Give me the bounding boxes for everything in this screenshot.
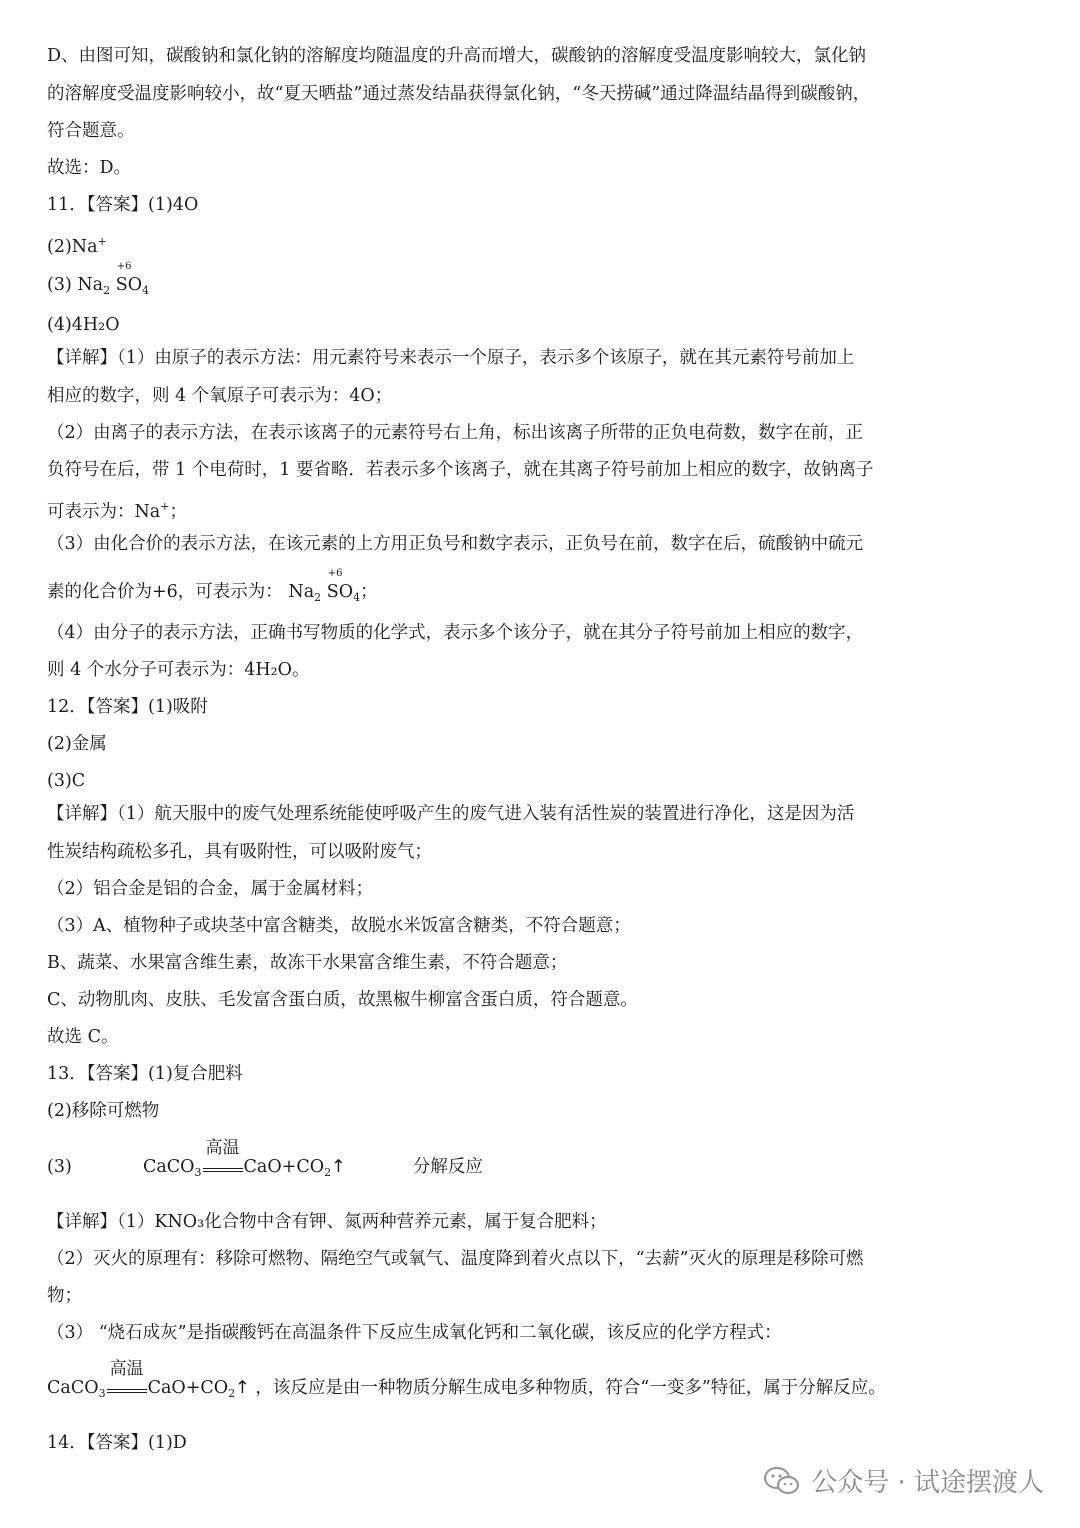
explanation-line: 性炭结构疏松多孔，具有吸附性，可以吸附废气；	[47, 842, 432, 862]
answer-11-4: (4)4H₂O	[47, 315, 120, 335]
text-line: 的溶解度受温度影响较小，故“夏天晒盐”通过蒸发结晶获得氯化钠，“冬天捞碱”通过降温结晶得到碳酸钠，	[47, 84, 871, 104]
text-segment: ，该反应是由一种物质分解生成电多种物质，符合“一变多”特征，属于分解反应。	[255, 1378, 886, 1398]
explanation-line: 【详解】（1）航天服中的废气处理系统能使呼吸产生的废气进入装有活性炭的装置进行净化，这是因为活	[47, 804, 855, 824]
explanation-line: B、蔬菜、水果富含维生素，故冻干水果富含维生素，不符合题意；	[47, 953, 568, 973]
text-segment: 可表示为：Na	[47, 502, 161, 522]
explanation-line: 负符号在后，带 1 个电荷时，1 要省略．若表示多个该离子，就在其离子符号前加上相应的数字，故钠离子	[47, 460, 874, 480]
subscript: 2	[314, 591, 322, 604]
double-bar	[203, 1168, 243, 1172]
explanation-line: 相应的数字，则 4 个氧原子可表示为：4O；	[47, 386, 393, 406]
up-arrow-icon: ↑	[235, 1378, 250, 1398]
valence-symbol	[115, 261, 132, 297]
punctuation: ；	[169, 502, 187, 522]
text-segment: (2)Na	[47, 237, 98, 257]
answer-heading-13: 13．【答案】(1)复合肥料	[47, 1064, 243, 1084]
answer-11-2	[47, 230, 107, 259]
text-line: D、由图可知，碳酸钠和氯化钠的溶解度均随温度的升高而增大，碳酸钠的溶解度受温度影响较大，氯化钠	[47, 46, 867, 66]
watermark-text: 公众号 · 试途摆渡人	[811, 1468, 1044, 1498]
products: CaO+CO	[243, 1157, 325, 1177]
text-line: 故选：D。	[47, 158, 132, 178]
explanation-line: 【详解】（1）由原子的表示方法：用元素符号来表示一个原子，表示多个该原子，就在其元素符号前加上	[47, 348, 855, 368]
reactant: CaCO	[142, 1157, 195, 1177]
reaction-condition	[107, 1359, 147, 1393]
explanation-line: C、动物肌肉、皮肤、毛发富含蛋白质，故黑椒牛柳富含蛋白质，符合题意。	[47, 990, 638, 1010]
text-segment: 素的化合价为+6，可表示为：	[47, 582, 283, 602]
valence-symbol	[326, 568, 343, 604]
valence-mark: +6	[116, 261, 132, 272]
explanation-line: （4）由分子的表示方法，正确书写物质的化学式，表示多个该分子，就在其分子符号前加上相应的数字，	[47, 623, 864, 643]
valence-mark: +6	[327, 568, 343, 579]
explanation-line: （2）灭火的原理有：移除可燃物、隔绝空气或氧气、温度降到着火点以下，“去薪”灭火的原理是移除可燃	[47, 1249, 864, 1269]
subscript: 3	[194, 1166, 202, 1179]
subscript: 2	[103, 284, 111, 297]
explanation-line	[47, 1359, 886, 1406]
condition-label: 高温	[109, 1359, 144, 1379]
answer-13-3	[47, 1138, 483, 1185]
reactant: CaCO	[47, 1378, 99, 1398]
answer-line: (2)金属	[47, 734, 107, 754]
text-line: 符合题意。	[47, 121, 135, 141]
watermark	[763, 1462, 1044, 1499]
subscript: 4	[353, 591, 361, 604]
subscript: 2	[324, 1166, 332, 1179]
subscript: 3	[98, 1387, 106, 1400]
explanation-line: 【详解】（1）KNO₃化合物中含有钾、氮两种营养元素，属于复合肥料；	[47, 1212, 607, 1232]
explanation-line	[47, 568, 378, 610]
explanation-line: 故选 C。	[47, 1027, 119, 1047]
ion-charge: +	[160, 500, 170, 513]
answer-heading-12: 12．【答案】(1)吸附	[47, 697, 208, 717]
explanation-line: （3）A、植物种子或块茎中富含糖类，故脱水米饭富含糖类，不符合题意；	[47, 916, 631, 936]
element-symbol: S	[326, 582, 339, 602]
up-arrow-icon: ↑	[331, 1157, 346, 1177]
explanation-line: （3）由化合价的表示方法，在该元素的上方用正负号和数字表示，正负号在前，数字在后，硫酸钠中硫元	[47, 534, 864, 554]
element-symbol: O	[338, 582, 354, 602]
chemical-equation	[47, 1359, 255, 1400]
element-symbol: Na	[288, 582, 315, 602]
answer-heading-14: 14．【答案】(1)D	[47, 1433, 187, 1453]
condition-label: 高温	[205, 1138, 240, 1158]
wechat-icon	[763, 1466, 801, 1496]
explanation-line: （2）铝合金是铝的合金，属于金属材料；	[47, 879, 374, 899]
subscript: 2	[228, 1387, 236, 1400]
text-segment: (3)	[47, 1157, 72, 1177]
explanation-line: 物；	[47, 1286, 82, 1306]
answer-heading-11: 11．【答案】(1)4O	[47, 195, 199, 215]
answer-11-3	[47, 261, 150, 303]
double-bar	[107, 1389, 147, 1393]
explanation-line: （3） “烧石成灰”是指碳酸钙在高温条件下反应生成氧化钙和二氧化碳，该反应的化学方程式：	[47, 1323, 782, 1343]
ion-charge: +	[97, 235, 107, 248]
answer-line: (2)移除可燃物	[47, 1101, 160, 1121]
answer-line: (3)C	[47, 771, 86, 791]
subscript: 4	[142, 284, 150, 297]
explanation-line	[47, 495, 187, 524]
punctuation: ；	[360, 582, 378, 602]
element-symbol: S	[115, 275, 128, 295]
explanation-line: （2）由离子的表示方法，在表示该离子的元素符号右上角，标出该离子所带的正负电荷数，数字在前，正	[47, 423, 864, 443]
text-segment: (3) Na	[47, 275, 104, 295]
products: CaO+CO	[147, 1378, 229, 1398]
chemical-equation	[142, 1138, 351, 1179]
reaction-type: 分解反应	[412, 1157, 483, 1177]
explanation-line: 则 4 个水分子可表示为：4H₂O。	[47, 660, 310, 680]
reaction-condition	[203, 1138, 243, 1172]
element-symbol: O	[127, 275, 143, 295]
